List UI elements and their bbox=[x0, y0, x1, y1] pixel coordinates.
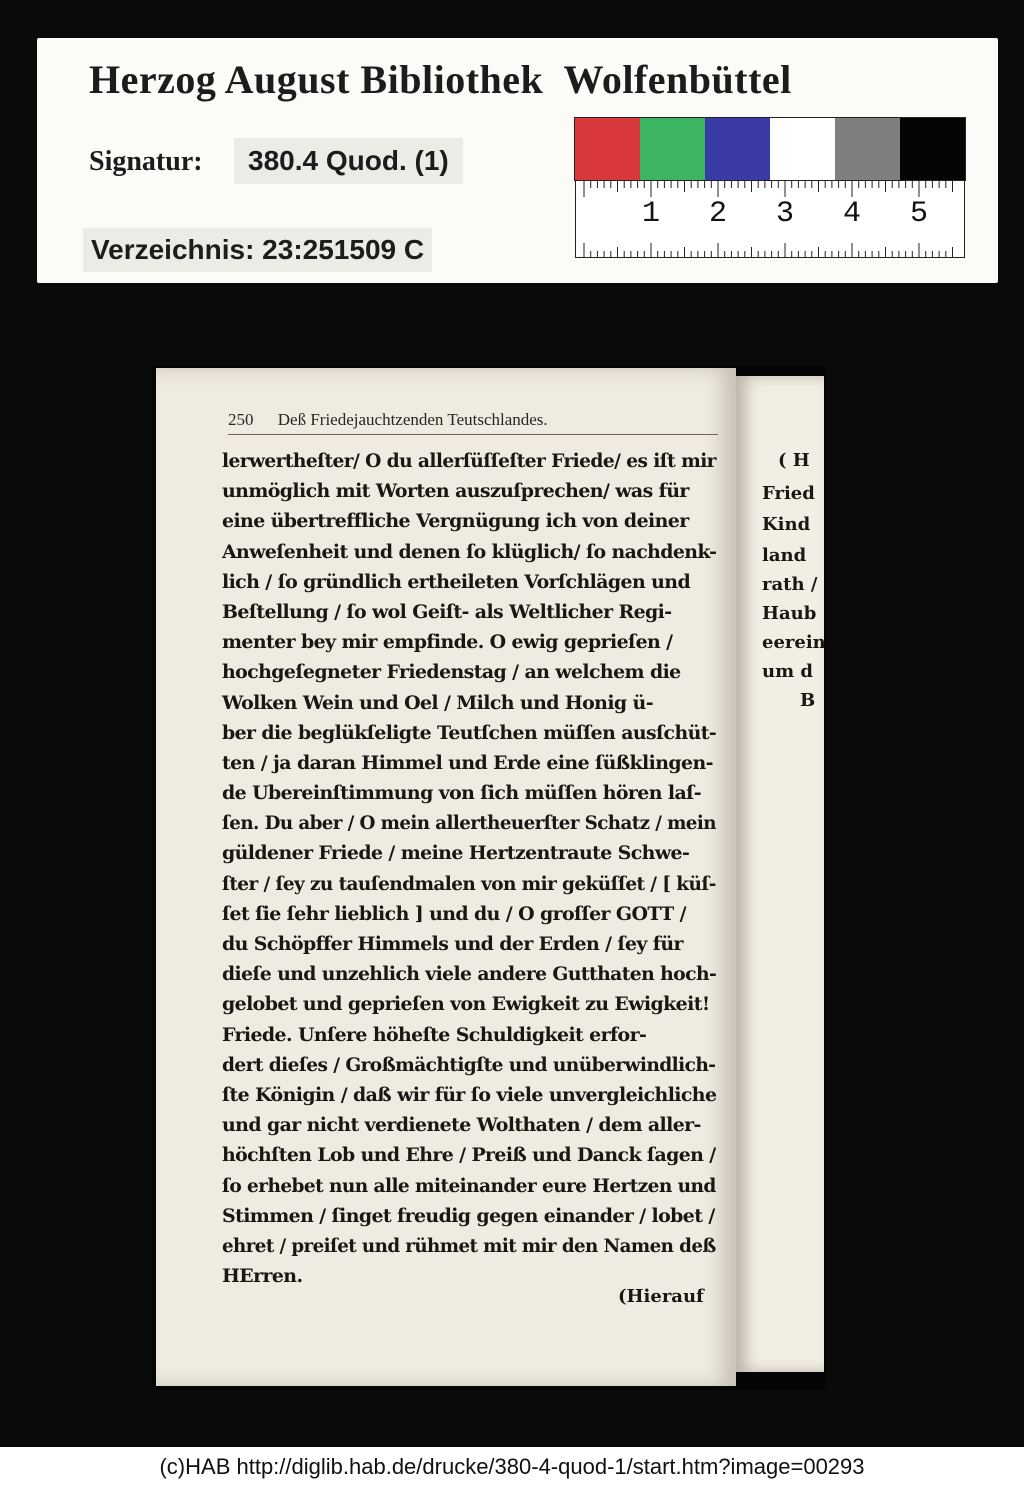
facing-text-line: land bbox=[762, 545, 807, 566]
text-line: ten / ja daran Himmel und Erde eine ſüßklingen- bbox=[222, 751, 713, 774]
ruler-ticks bbox=[576, 181, 964, 257]
signatur-value: 380.4 Quod. (1) bbox=[234, 138, 463, 184]
color-calibration-strip bbox=[575, 118, 965, 180]
text-line: Anweſenheit und denen ſo klüglich/ ſo nachdenk- bbox=[222, 540, 717, 563]
facing-text-line: ( H bbox=[778, 450, 810, 471]
ruler-number: 3 bbox=[776, 197, 795, 231]
color-swatch bbox=[640, 118, 705, 180]
color-swatch bbox=[575, 118, 640, 180]
color-swatch bbox=[770, 118, 835, 180]
text-line: lich / ſo gründlich ertheileten Vorſchlägen und bbox=[222, 570, 691, 593]
color-swatch bbox=[900, 118, 965, 180]
text-line: ſen. Du aber / O mein allertheuerſter Schatz / mein bbox=[222, 812, 716, 835]
facing-text-line: um d bbox=[762, 661, 813, 682]
ruler-number: 1 bbox=[642, 197, 661, 231]
text-line: du Schöpffer Himmels und der Erden / ſey für bbox=[222, 933, 683, 955]
ruler-number: 5 bbox=[910, 197, 929, 231]
text-line: hochgeſegneter Friedenstag / an welchem die bbox=[222, 661, 681, 684]
facing-text-line: Kind bbox=[762, 514, 811, 535]
facing-text-line: Fried bbox=[762, 483, 815, 504]
text-line: eine übertreffliche Vergnügung ich von deiner bbox=[222, 510, 689, 533]
text-line: und gar nicht verdienete Wolthaten / dem aller- bbox=[222, 1114, 701, 1137]
text-line: unmöglich mit Worten auszuſprechen/ was für bbox=[222, 480, 689, 503]
text-line: Friede. Unſere höheſte Schuldigkeit erfor- bbox=[222, 1023, 647, 1046]
text-line: ſo erhebet nun alle miteinander eure Hertzen und bbox=[222, 1174, 716, 1197]
library-title: Herzog August Bibliothek Wolfenbüttel bbox=[89, 57, 792, 102]
catchword: (Hierauf bbox=[618, 1286, 704, 1307]
text-line: Beſtellung / ſo wol Geiſt- als Weltlicher Regi- bbox=[222, 600, 672, 623]
ruler-number: 2 bbox=[709, 197, 728, 231]
text-line: ſter / ſey zu tauſendmalen von mir geküſſet / [ küſ- bbox=[222, 872, 716, 895]
copyright-footer: (c)HAB http://diglib.hab.de/drucke/380-4-quod-1/start.htm?image=00293 bbox=[0, 1447, 1024, 1486]
library-header-card bbox=[37, 38, 998, 283]
running-head bbox=[228, 410, 718, 435]
text-line: Stimmen / ſinget freudig gegen einander / lobet / bbox=[222, 1204, 715, 1227]
signatur-label: Signatur: bbox=[89, 146, 203, 177]
text-line: Wolken Wein und Oel / Milch und Honig ü- bbox=[222, 691, 653, 714]
text-line: ber die beglükſeligte Teutſchen müſſen ausſchüt- bbox=[222, 721, 717, 744]
text-line: menter bey mir empfinde. O ewig geprieſen / bbox=[222, 631, 673, 654]
page-text bbox=[222, 446, 718, 1291]
color-swatch bbox=[705, 118, 770, 180]
facing-text-line: eerein bbox=[762, 632, 826, 653]
running-head-title: Deß Friedejauchtzenden Teutschlandes. bbox=[277, 410, 548, 429]
facing-text-line: rath / bbox=[762, 574, 818, 595]
verzeichnis-label: Verzeichnis: 23:251509 C bbox=[83, 228, 432, 272]
text-line: gelobet und geprieſen von Ewigkeit zu Ewigkeit! bbox=[222, 993, 710, 1016]
text-line: dieſe und unzehlich viele andere Gutthaten hoch- bbox=[222, 963, 717, 986]
text-line: höchſten Lob und Ehre / Preiß und Danck ſagen / bbox=[222, 1144, 716, 1167]
color-swatch bbox=[835, 118, 900, 180]
facing-text-line: B bbox=[800, 690, 816, 711]
text-line: lerwertheſter/ O du allerſüſſeſter Friede/ es iſt mir bbox=[222, 450, 716, 472]
text-line: ehret / preiſet und rühmet mit mir den Namen deß bbox=[222, 1234, 716, 1257]
measurement-ruler bbox=[575, 180, 965, 258]
text-line: de Ubereinſtimmung von ſich müſſen hören laſ- bbox=[222, 782, 701, 805]
text-line: HErren. bbox=[222, 1265, 303, 1288]
page-number: 250 bbox=[228, 410, 254, 429]
ruler-number: 4 bbox=[843, 197, 862, 231]
text-line: güldener Friede / meine Hertzentraute Schwe- bbox=[222, 842, 690, 865]
text-line: ſet ſie ſehr lieblich ] und du / O groſſer GOTT / bbox=[222, 902, 686, 925]
text-line: dert dieſes / Großmächtigſte und unüberwindlich- bbox=[222, 1053, 716, 1076]
text-line: ſte Königin / daß wir für ſo viele unvergleichliche bbox=[222, 1083, 717, 1106]
facing-text-line: Haub bbox=[762, 603, 817, 624]
